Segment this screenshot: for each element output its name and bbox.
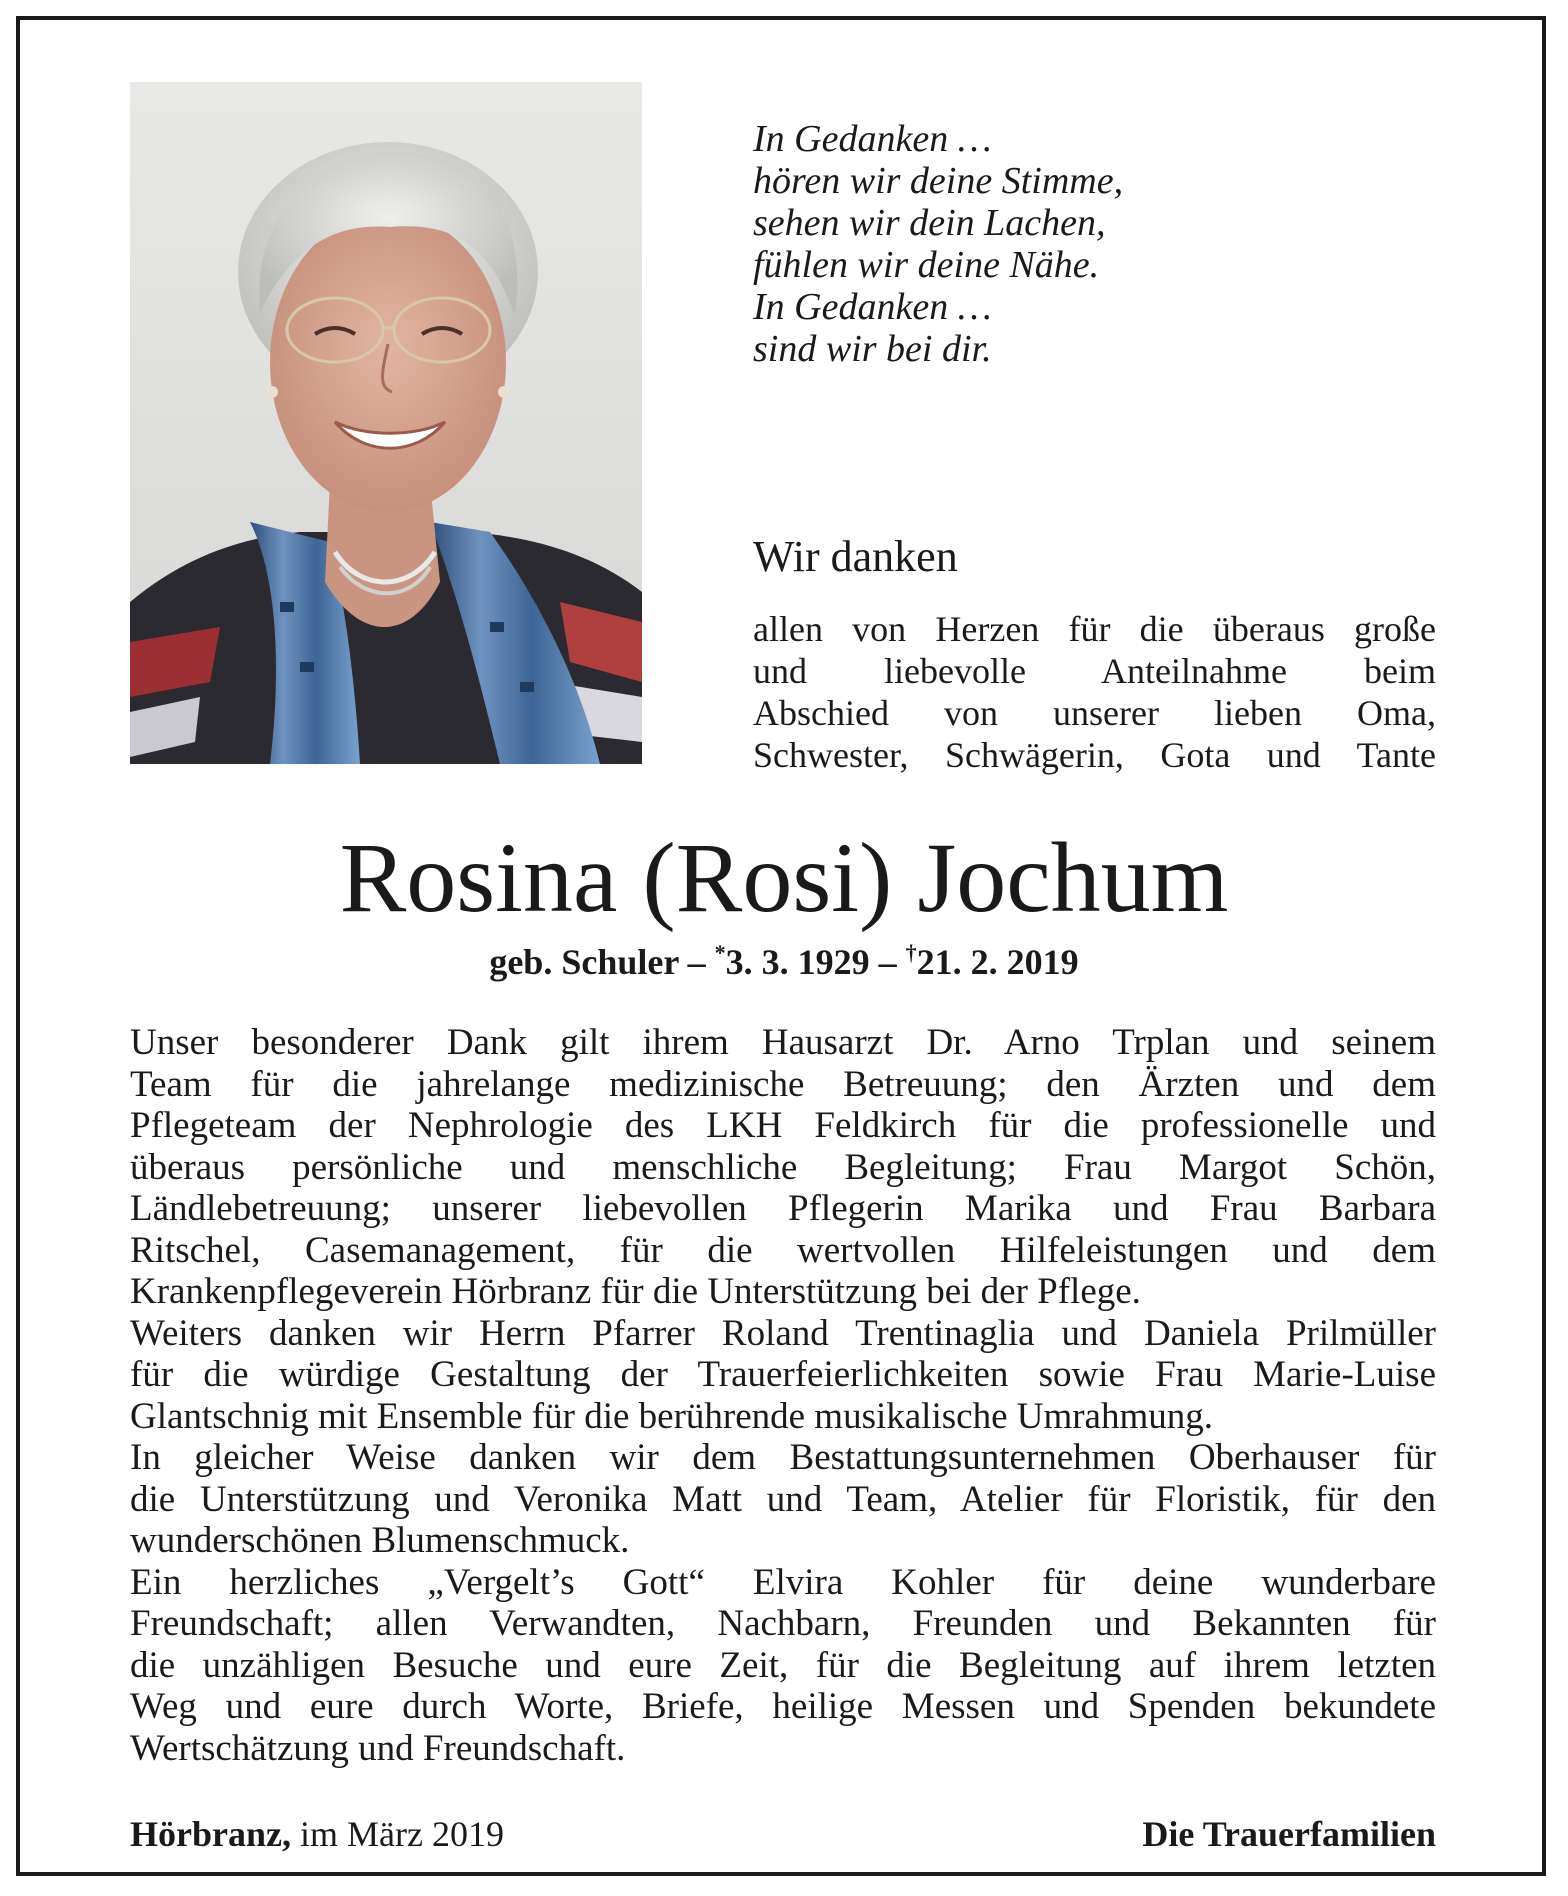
body-line: Krankenpflegeverein Hörbranz für die Unterstützung bei der Pflege. bbox=[130, 1271, 1141, 1312]
body-line: Wertschätzung und Freundschaft. bbox=[130, 1727, 626, 1769]
body-line: für die würdige Gestaltung der Trauerfeierlichkeiten sowie Frau Marie-Luise bbox=[130, 1354, 1436, 1395]
date: im März 2019 bbox=[299, 1814, 504, 1854]
thanks-intro-line: und liebevolle Anteilnahme beim bbox=[753, 651, 1436, 691]
thanks-heading: Wir danken bbox=[753, 532, 958, 581]
deceased-name: Rosina (Rosi) Jochum bbox=[339, 822, 1229, 933]
thanks-intro-line: allen von Herzen für die überaus große bbox=[753, 609, 1436, 649]
gratitude-text bbox=[130, 1022, 1436, 1769]
poem-line: hören wir deine Stimme, bbox=[753, 160, 1124, 202]
thanks-intro-line: Schwester, Schwägerin, Gota und Tante bbox=[753, 735, 1436, 775]
poem-line: fühlen wir deine Nähe. bbox=[753, 244, 1100, 286]
place: Hörbranz, bbox=[130, 1814, 291, 1854]
body-line: Ein herzliches „Vergelt’s Gott“ Elvira Kohler für deine wunderbare bbox=[130, 1561, 1436, 1603]
date-separator: – bbox=[869, 942, 906, 982]
poem bbox=[753, 118, 1123, 370]
body-line: Team für die jahrelange medizinische Betreuung; den Ärzten und dem bbox=[130, 1063, 1436, 1105]
life-dates bbox=[0, 940, 1568, 984]
thanks-intro bbox=[753, 608, 1436, 776]
birth-date: 3. 3. 1929 bbox=[725, 942, 870, 982]
poem-line: In Gedanken … bbox=[753, 286, 992, 328]
body-line: Pflegeteam der Nephrologie des LKH Feldkirch für die professionelle und bbox=[130, 1105, 1436, 1146]
poem-line: sehen wir dein Lachen, bbox=[753, 202, 1106, 244]
body-line: überaus persönliche und menschliche Begleitung; Frau Margot Schön, bbox=[130, 1146, 1436, 1188]
body-line: Ländlebetreuung; unserer liebevollen Pflegerin Marika und Frau Barbara bbox=[130, 1188, 1436, 1229]
body-line: Ritschel, Casemanagement, für die wertvollen Hilfeleistungen und dem bbox=[130, 1229, 1436, 1271]
body-line: wunderschönen Blumenschmuck. bbox=[130, 1520, 630, 1561]
portrait-photo bbox=[130, 82, 642, 764]
body-line: Unser besonderer Dank gilt ihrem Hausarzt Dr. Arno Trplan und seinem bbox=[130, 1022, 1436, 1063]
signature: Die Trauerfamilien bbox=[1142, 1814, 1436, 1854]
body-line: Glantschnig mit Ensemble für die berührende musikalische Umrahmung. bbox=[130, 1395, 1214, 1437]
body-line: die unzähligen Besuche und eure Zeit, für die Begleitung auf ihrem letzten bbox=[130, 1644, 1436, 1686]
body-line: In gleicher Weise danken wir dem Bestattungsunternehmen Oberhauser für bbox=[130, 1437, 1436, 1478]
date-separator: – bbox=[678, 942, 715, 982]
body-line: Freundschaft; allen Verwandten, Nachbarn, Freunden und Bekannten für bbox=[130, 1603, 1436, 1644]
poem-line: In Gedanken … bbox=[753, 118, 992, 160]
maiden-name: geb. Schuler bbox=[489, 942, 679, 982]
body-line: Weg und eure durch Worte, Briefe, heilige Messen und Spenden bekundete bbox=[130, 1686, 1436, 1727]
thanks-intro-line: Abschied von unserer lieben Oma, bbox=[753, 693, 1436, 733]
body-line: die Unterstützung und Veronika Matt und Team, Atelier für Floristik, für den bbox=[130, 1478, 1436, 1520]
death-symbol: † bbox=[905, 940, 917, 965]
birth-symbol: * bbox=[714, 940, 726, 965]
death-date: 21. 2. 2019 bbox=[916, 942, 1079, 982]
place-and-date bbox=[130, 1812, 504, 1856]
poem-line: sind wir bei dir. bbox=[753, 328, 992, 370]
body-line: Weiters danken wir Herrn Pfarrer Roland Trentinaglia und Daniela Prilmüller bbox=[130, 1312, 1436, 1354]
